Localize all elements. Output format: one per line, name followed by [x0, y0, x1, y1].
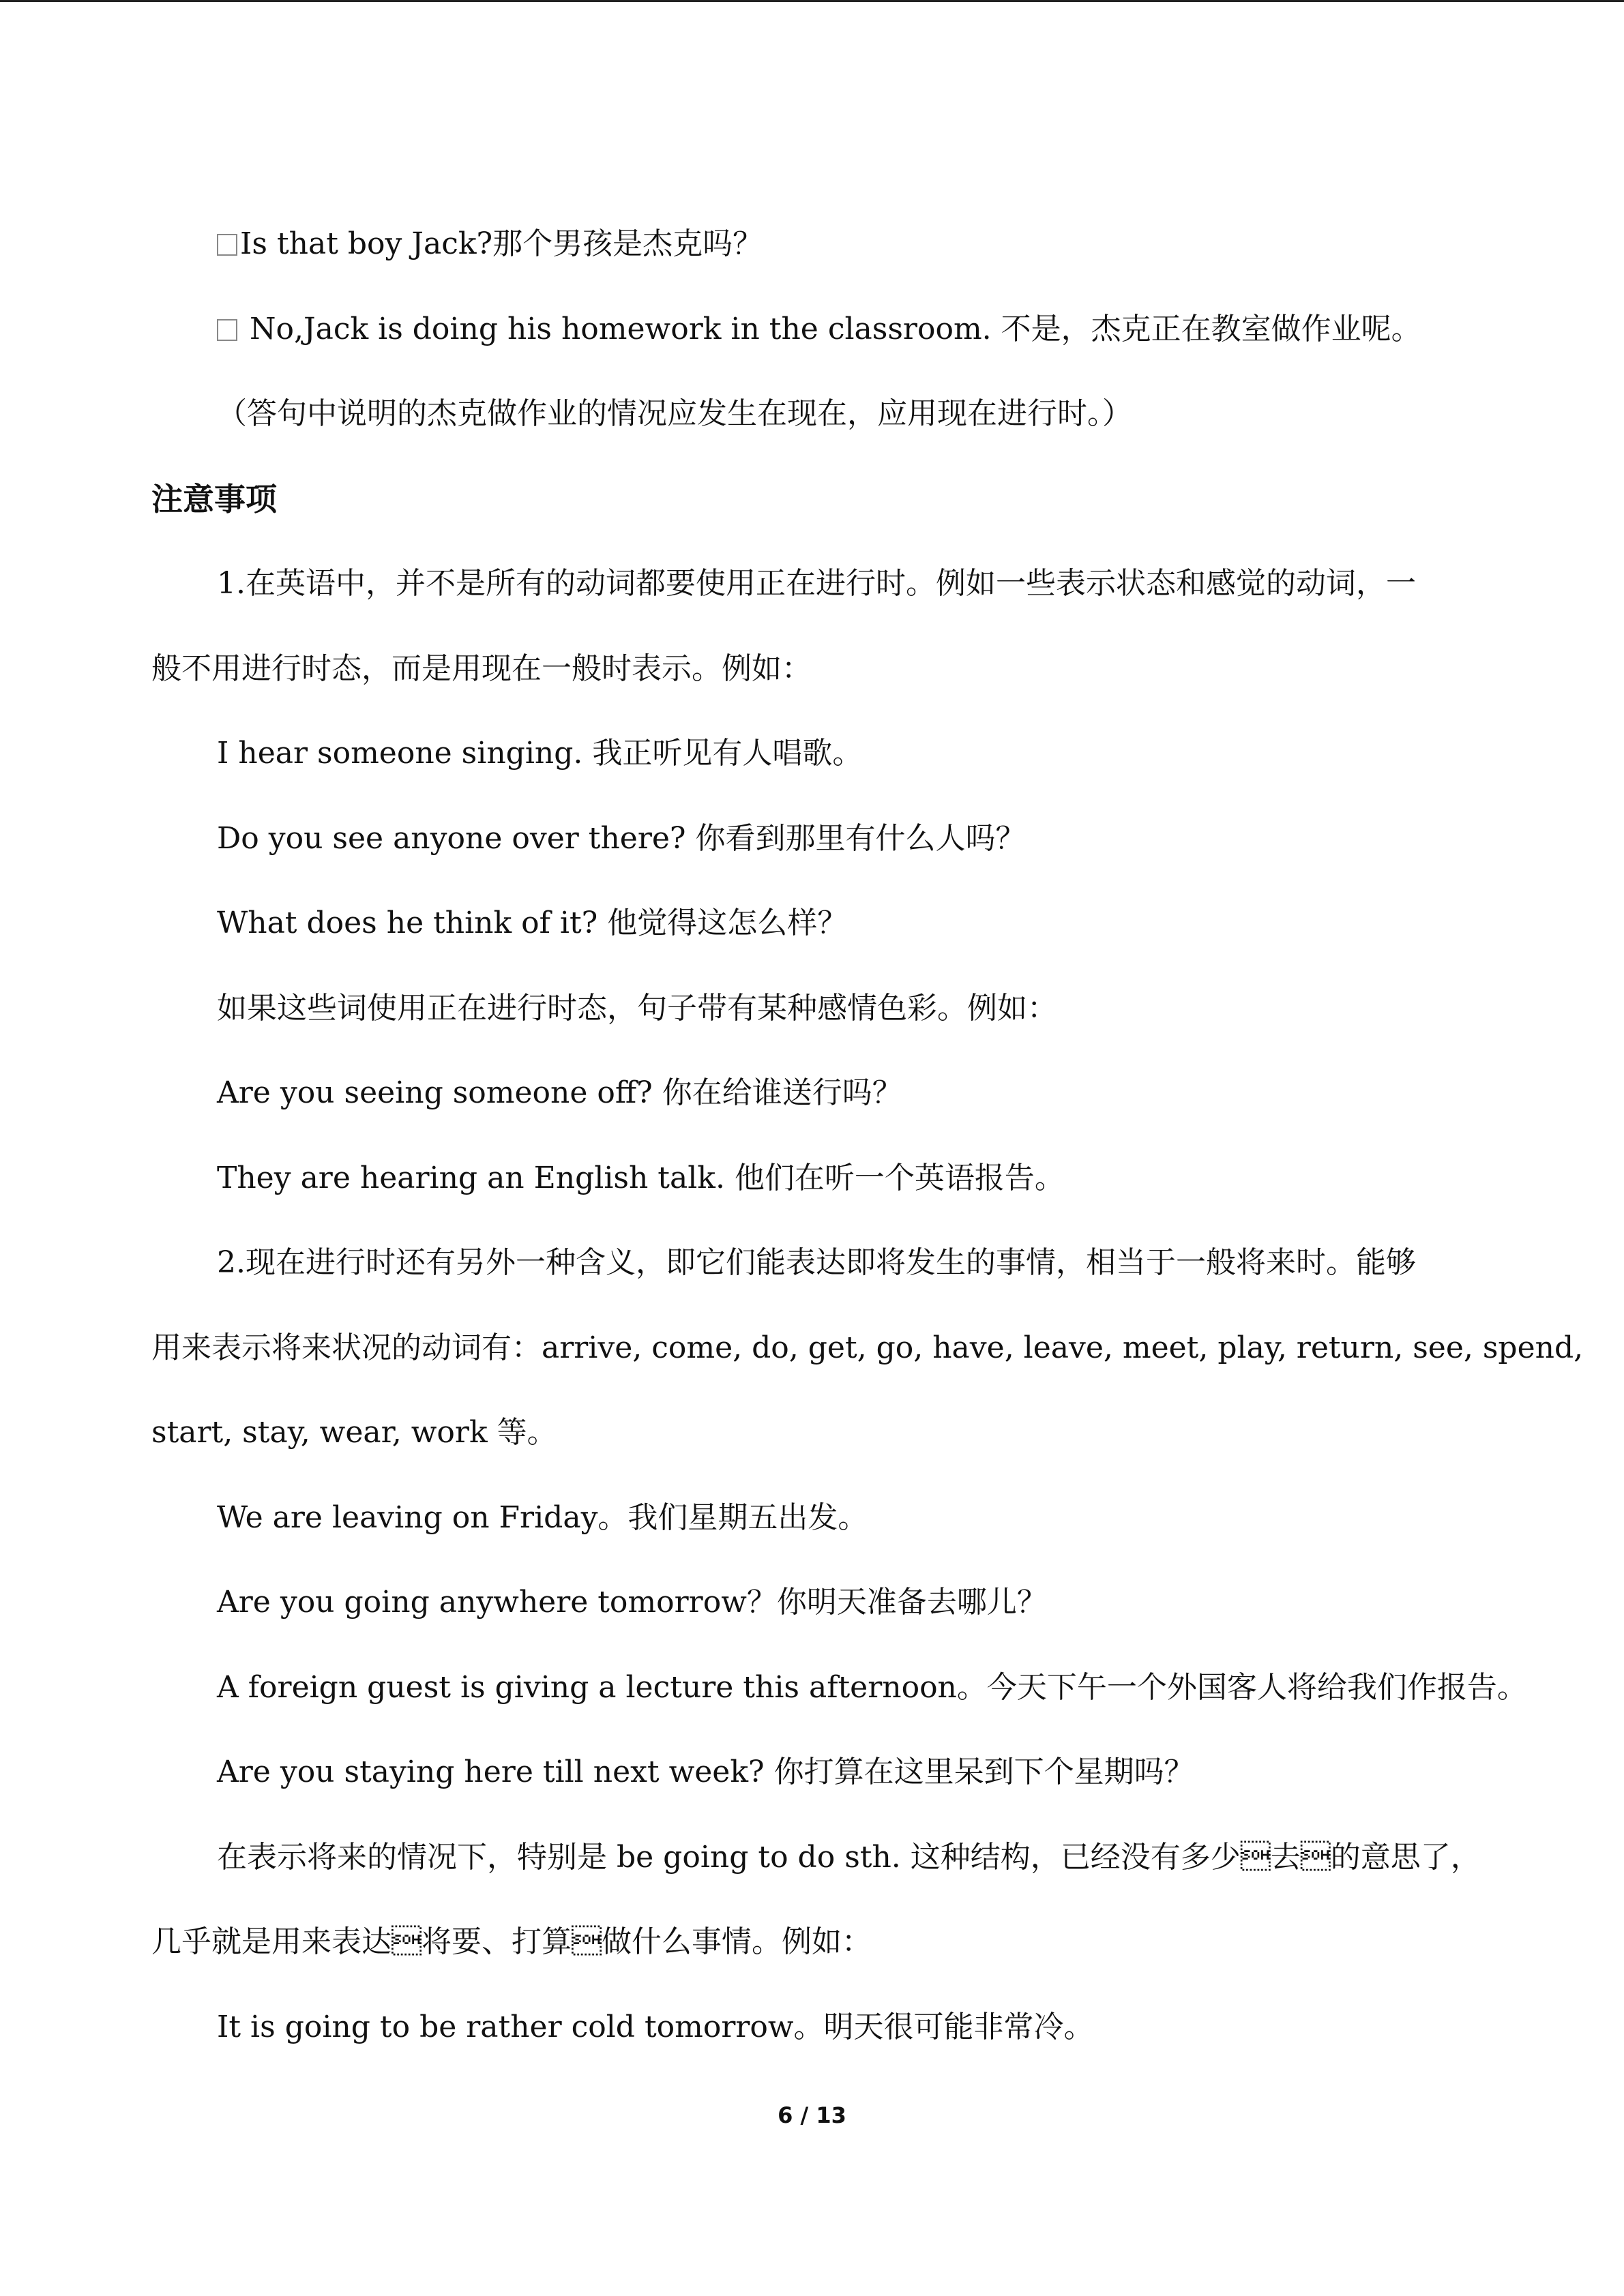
example-sentence: A foreign guest is giving a lecture this afternoon。今天下午一个外国客人将给我们作报告。: [217, 1669, 1527, 1705]
paragraph-line: 2.现在进行时还有另外一种含义，即它们能表达即将发生的事情，相当于一般将来时。能够: [217, 1245, 1416, 1280]
page-content: [151, 219, 1584, 2087]
example-question-line: [151, 219, 1512, 304]
paragraph-line: 1.在英语中，并不是所有的动词都要使用正在进行时。例如一些表示状态和感觉的动词，一: [217, 566, 1416, 601]
example-sentence: They are hearing an English talk. 他们在听一个英语报告。: [217, 1160, 1065, 1195]
page-number: 6 / 13: [778, 2102, 846, 2128]
example-sentence: It is going to be rather cold tomorrow。明天很可能非常冷。: [217, 2009, 1094, 2044]
paragraph-line: start, stay, wear, work 等。: [151, 1415, 557, 1450]
paragraph-line: 般不用进行时态，而是用现在一般时表示。例如：: [151, 651, 812, 686]
explanation-note: （答句中说明的杰克做作业的情况应发生在现在，应用现在进行时。）: [217, 396, 1132, 431]
example-sentence: Are you staying here till next week? 你打算在这里呆到下个星期吗？: [217, 1755, 1194, 1789]
paragraph-line: 几乎就是用来表达将要、打算做什么事情。例如：: [151, 1924, 872, 1959]
checkbox-glyph-icon: [217, 234, 237, 256]
example-sentence: I hear someone singing. 我正听见有人唱歌。: [217, 736, 863, 771]
example-sentence: Are you going anywhere tomorrow？你明天准备去哪儿？: [217, 1585, 1047, 1620]
line-text: Is that boy Jack?那个男孩是杰克吗？: [240, 226, 763, 261]
checkbox-glyph-icon: [217, 319, 237, 341]
line-text: No,Jack is doing his homework in the classroom. 不是，杰克正在教室做作业呢。: [240, 311, 1421, 346]
example-answer-line: [151, 304, 1512, 389]
example-sentence: Do you see anyone over there? 你看到那里有什么人吗？: [217, 820, 1026, 856]
example-sentence: What does he think of it? 他觉得这怎么样？: [217, 906, 848, 940]
section-heading: 注意事项: [151, 480, 277, 518]
paragraph-line: 在表示将来的情况下，特别是 be going to do sth. 这种结构，已经没有多少去的意思了，: [217, 1839, 1481, 1875]
example-sentence: Are you seeing someone off? 你在给谁送行吗？: [217, 1075, 902, 1110]
paragraph-line: 如果这些词使用正在进行时态，句子带有某种感情色彩。例如：: [217, 990, 1057, 1026]
paragraph-line: 用来表示将来状况的动词有：arrive, come, do, get, go, have, leave, meet, play, return, see, spend,: [151, 1330, 1584, 1365]
example-sentence: We are leaving on Friday。我们星期五出发。: [217, 1500, 868, 1535]
